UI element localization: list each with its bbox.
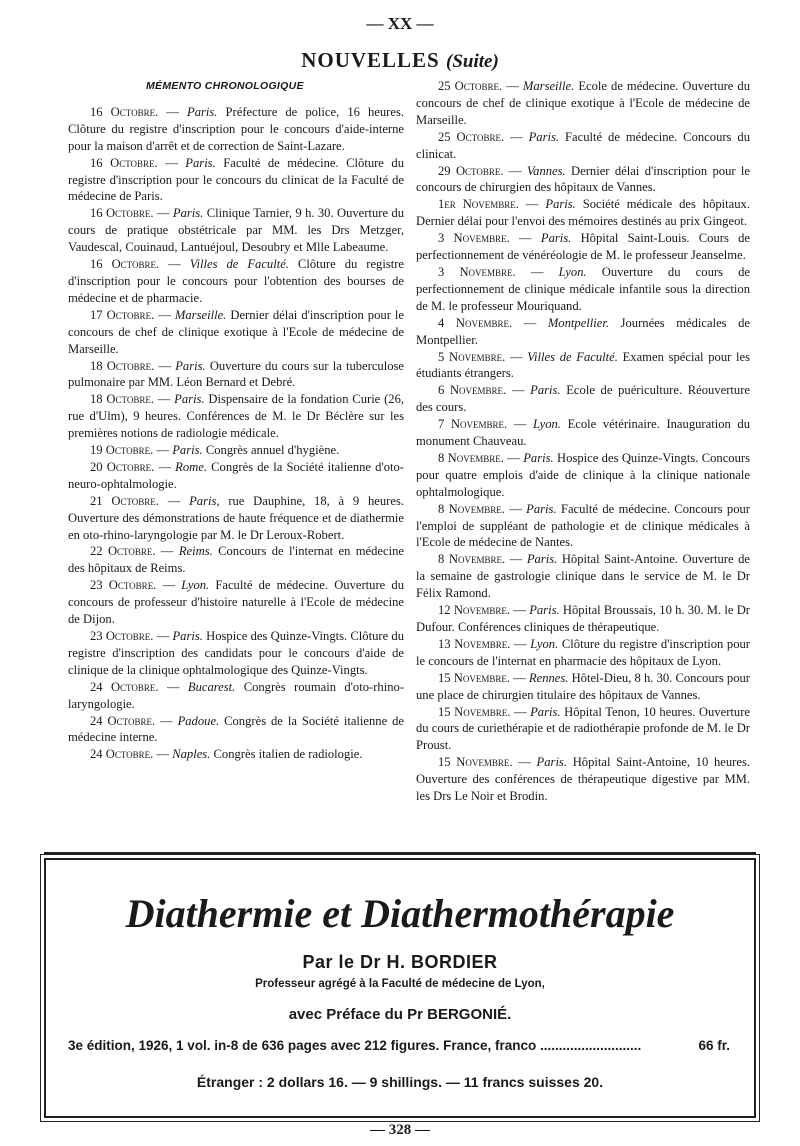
entry-date: 3 Novembre. (438, 231, 510, 246)
entry-separator: — (153, 629, 173, 643)
entry-date: 17 Octobre. (90, 307, 155, 322)
entry-city: Paris. (545, 197, 576, 212)
entry-text: Hôpital Saint-Louis. Cours de perfectionnement de vénéréologie de M. le professeur Jeanselme. (416, 231, 750, 263)
entry-text: rue Dauphine, 18, à 9 heures. Ouverture des démonstrations de haute fréquence et de diathermie en oto-rhino-laryngologie par M. le Dr Leroux-Robert. (68, 493, 405, 542)
memento-entry (68, 543, 404, 577)
entry-date: 12 Novembre. (438, 603, 511, 618)
ad-foreign-price: Étranger : 2 dollars 16. — 9 shillings. — 11 francs suisses 20. (196, 1074, 604, 1090)
entry-text: Congrès de la Société italienne d'oto-neuro-ophtalmologie. (68, 459, 405, 491)
entry-text: Examen spécial pour les étudiants étrangers. (416, 349, 751, 381)
entry-text: Ouverture du cours de perfectionnement de clinique médicale infantile sous la direction de M. le professeur Mouriquand. (416, 264, 750, 313)
entry-city: Paris. (187, 104, 218, 119)
memento-entry (68, 307, 404, 358)
ad-title: Diathermie et Diathermothérapie (125, 891, 675, 936)
entry-city: Marseille. (522, 79, 575, 93)
left-column (68, 78, 404, 763)
entry-text: Congrès de la Société italienne de médecine interne. (68, 713, 405, 745)
memento-entry (416, 230, 750, 264)
page-title (0, 48, 800, 73)
entry-city: Paris, (189, 493, 220, 508)
entry-text: Ecole de puériculture. Réouverture des cours. (416, 383, 750, 415)
memento-entry (416, 196, 750, 230)
memento-entry (416, 382, 750, 416)
entry-separator: — (155, 544, 179, 559)
memento-entry (416, 602, 750, 636)
entry-separator: — (153, 392, 175, 407)
entry-text: Hôtel-Dieu, 8 h. 30. Concours pour une place de chirurgien titulaire des hôpitaux de Vannes. (416, 670, 750, 702)
entry-city: Paris. (523, 450, 554, 465)
entry-separator: — (153, 206, 173, 221)
entry-city: Villes de Faculté. (527, 349, 618, 364)
entry-city: Paris. (528, 129, 560, 144)
entry-separator: — (503, 450, 524, 465)
entry-date: 13 Novembre. (438, 636, 511, 651)
entry-separator: — (154, 307, 175, 322)
entry-date: 16 Octobre. (90, 155, 158, 170)
memento-entry (416, 349, 750, 383)
memento-entry (416, 704, 750, 755)
entry-date: 29 Octobre. (438, 163, 504, 178)
entry-separator: — (158, 493, 190, 508)
entry-date: 8 Novembre. (438, 552, 506, 567)
entry-date: 15 Novembre. (438, 670, 510, 685)
entry-city: Paris. (172, 629, 203, 643)
entry-date: 6 Novembre. (438, 383, 507, 398)
entry-city: Paris. (540, 231, 572, 246)
memento-entry (68, 493, 404, 544)
entry-separator: — (512, 755, 537, 770)
entry-city: Paris. (185, 155, 216, 170)
entry-city: Rome. (175, 459, 207, 474)
page-number-bottom: — 328 — (370, 1122, 430, 1138)
memento-entry (416, 450, 750, 501)
memento-entry (416, 163, 750, 197)
entry-text: Clôture du registre d'inscription pour le concours de l'internat en pharmacie des hôpitaux de Lyon. (416, 636, 750, 668)
entry-separator: — (153, 747, 173, 762)
entry-text: Hospice des Quinze-Vingts. Concours pour quatre emplois d'aide de clinique à la clinique nationale ophtalmologique. (416, 450, 750, 499)
entry-separator: — (503, 163, 527, 178)
entry-date: 21 Octobre. (90, 493, 159, 508)
entry-text: Faculté de médecine. Ouverture du concours de professeur d'histoire naturelle à l'Ecole de médecine de Dijon. (68, 578, 404, 627)
entry-city: Lyon. (532, 417, 561, 432)
entry-city: Reims. (178, 544, 213, 559)
entry-date: 22 Octobre. (90, 544, 156, 559)
entry-date: 24 Octobre. (90, 747, 154, 762)
entry-date: 24 Octobre. (90, 679, 159, 694)
entry-date: 23 Octobre. (90, 578, 157, 593)
entry-separator: — (158, 104, 188, 119)
entry-separator: — (512, 315, 548, 330)
entry-text: Faculté de médecine. Clôture du registre d'inscription pour le concours du clinicat de la Faculté de médecine de Paris. (68, 155, 404, 204)
entry-separator: — (156, 578, 182, 593)
entry-date: 8 Novembre. (438, 501, 505, 516)
entry-city: Paris. (530, 383, 561, 398)
entry-separator: — (504, 129, 529, 144)
title-suffix: (Suite) (446, 51, 499, 72)
entry-date: 18 Octobre. (90, 358, 155, 373)
entry-separator: — (506, 383, 531, 398)
memento-entry (68, 205, 404, 256)
entry-date: 7 Novembre. (438, 417, 508, 432)
entry-text: Congrès annuel d'hygiène. (202, 443, 340, 458)
entry-city: Lyon. (530, 636, 559, 651)
entry-city: Marseille. (174, 307, 227, 322)
entry-date: 25 Octobre. (438, 129, 505, 144)
memento-entry (416, 78, 750, 129)
entry-separator: — (158, 679, 188, 694)
entry-text: Hôpital Saint-Antoine. Ouverture de la semaine de gastrologie clinique dans le service de M. le Dr Félix Ramond. (416, 552, 750, 601)
entry-date: 8 Novembre. (438, 450, 504, 465)
advertisement-box (44, 858, 756, 1118)
entry-text: Dernier délai d'inscription pour le concours de chef de clinique exotique à l'Ecole de médecine de Marseille. (68, 307, 405, 356)
ad-author: Par le Dr H. BORDIER (302, 952, 498, 972)
entry-city: Paris. (172, 443, 203, 458)
entry-city: Villes de Faculté. (189, 257, 289, 272)
ad-affiliation: Professeur agrégé à la Faculté de médecine de Lyon, (255, 978, 545, 990)
memento-entry (68, 713, 404, 747)
memento-entry (68, 104, 404, 155)
entry-text: Clôture du registre d'inscription pour le concours pour l'obtention des bourses de médecine et de pharmacie. (68, 257, 405, 305)
ad-preface: avec Préface du Pr BERGONIÉ. (288, 1006, 512, 1023)
entry-city: Padoue. (177, 713, 220, 728)
entry-separator: — (505, 552, 527, 567)
entry-date: 18 Octobre. (90, 392, 154, 407)
entry-text: Journées médicales de Montpellier. (416, 315, 750, 347)
entry-separator: — (510, 636, 531, 651)
entry-separator: — (507, 417, 533, 432)
memento-entry (416, 501, 750, 552)
entry-separator: — (154, 358, 176, 373)
memento-entry (68, 679, 404, 713)
memento-entry (416, 416, 750, 450)
memento-entry (68, 155, 404, 206)
memento-entry (68, 746, 404, 763)
entry-city: Paris. (175, 358, 206, 373)
entry-separator: — (155, 713, 178, 728)
entry-text: Faculté de médecine. Concours pour l'emploi de suppléant de pathologie et de clinique médicales à l'Ecole de médecine de Nantes. (416, 501, 750, 550)
memento-entry (416, 264, 750, 315)
entry-date: 19 Octobre. (90, 443, 154, 458)
entry-text: Hospice des Quinze-Vingts. Clôture du registre d'inscription des candidats pour le concours d'aide de clinique de la clinique ophtalmologique des Quinze-Vingts. (68, 629, 404, 677)
memento-entry (68, 577, 404, 628)
entry-text: Faculté de médecine. Concours du clinicat. (416, 129, 750, 161)
memento-entry (416, 670, 750, 704)
entry-separator: — (509, 231, 541, 246)
memento-entry (68, 358, 404, 392)
entry-text: Congrès roumain d'oto-rhino-laryngologie. (68, 679, 404, 711)
memento-entry (68, 442, 404, 459)
entry-separator: — (510, 603, 530, 618)
entry-text: Congrès italien de radiologie. (210, 747, 363, 762)
entry-city: Bucarest. (187, 679, 236, 694)
entry-text: Hôpital Tenon, 10 heures. Ouverture du cours de curiethérapie et de radiothérapie profonde de M. le Dr Proust. (416, 704, 750, 753)
page-number-top: — XX — (366, 14, 434, 33)
entry-text: Dispensaire de la fondation Curie (26, rue d'Ulm), 9 heures. Conférences de M. le Dr Béclère sur les premières notions de radiologie médicale. (68, 392, 405, 441)
memento-entry (416, 315, 750, 349)
entry-separator: — (157, 155, 186, 170)
entry-text: Concours de l'internat en médecine des hôpitaux de Reims. (68, 544, 404, 576)
ad-price: 66 fr. (698, 1038, 730, 1053)
entry-city: Paris. (536, 755, 567, 770)
entry-date: 15 Novembre. (438, 704, 511, 719)
entry-date: 24 Octobre. (90, 713, 156, 728)
entry-city: Naples. (172, 747, 211, 762)
title-main: NOUVELLES (301, 48, 440, 72)
right-column (416, 78, 750, 805)
entry-date: 16 Octobre. (90, 206, 154, 221)
entry-separator: — (502, 79, 523, 93)
entry-date: 25 Octobre. (438, 79, 503, 93)
entry-separator: — (510, 670, 529, 685)
entry-date: 16 Octobre. (90, 257, 160, 272)
entry-city: Paris. (526, 552, 558, 567)
entry-text: Ecole de médecine. Ouverture du concours de chef de clinique exotique à l'Ecole de médecine de Marseille. (416, 79, 751, 127)
memento-entry (416, 754, 750, 805)
entry-city: Lyon. (181, 578, 210, 593)
entry-city: Paris. (174, 392, 205, 407)
entry-text: Société médicale des hôpitaux. Dernier délai pour l'envoi des mémoires destinés au prix Gingeot. (416, 197, 750, 229)
entry-text: Hôpital Saint-Antoine, 10 heures. Ouverture des conférences de thérapeutique digestive par MM. les Drs Le Noir et Brodin. (416, 755, 750, 804)
entry-city: Paris. (526, 501, 557, 516)
entry-date: 20 Octobre. (90, 459, 155, 474)
memento-entry (416, 129, 750, 163)
entry-text: Clinique Tarnier, 9 h. 30. Ouverture du cours de pratique obstétricale par MM. les Drs Metzger, Vaudescal, Couinaud, Lantuéjoul, Desoubry et Mlle Labeaume. (68, 206, 404, 255)
entry-city: Montpellier. (547, 315, 610, 330)
entry-city: Vannes. (526, 163, 566, 178)
memento-entry (416, 636, 750, 670)
ad-edition (68, 1038, 730, 1053)
entry-text: Dernier délai d'inscription pour le concours de chirurgien des hôpitaux de Vannes. (416, 163, 751, 195)
entry-separator: — (505, 349, 528, 364)
entry-separator: — (159, 257, 190, 272)
memento-entry (68, 391, 404, 442)
memento-entry (68, 459, 404, 493)
entry-separator: — (518, 197, 546, 212)
entry-separator: — (510, 704, 531, 719)
entry-text: Hôpital Broussais, 10 h. 30. M. le Dr Dufour. Conférences cliniques de thérapeutique. (416, 603, 750, 634)
entry-date: 15 Novembre. (438, 755, 513, 770)
entry-city: Paris. (529, 603, 560, 618)
entry-date: 16 Octobre. (90, 104, 159, 119)
memento-entry (68, 628, 404, 679)
ad-edition-dots: ........................... (536, 1038, 642, 1053)
memento-entry (68, 256, 404, 307)
entry-text: Ecole vétérinaire. Inauguration du monument Chauveau. (416, 417, 750, 449)
entry-city: Paris. (172, 206, 204, 221)
entry-separator: — (153, 443, 173, 458)
entry-date: 1er Novembre. (438, 197, 519, 212)
entry-separator: — (154, 459, 176, 474)
entry-date: 23 Octobre. (90, 629, 154, 643)
entry-city: Lyon. (558, 264, 587, 279)
entry-separator: — (515, 264, 559, 279)
memento-entry (416, 551, 750, 602)
entry-city: Rennes. (528, 670, 569, 685)
entry-separator: — (504, 501, 527, 516)
entry-text: Ouverture du cours sur la tuberculose pulmonaire par MM. Léon Bernard et Debré. (68, 358, 405, 390)
entry-date: 5 Novembre. (438, 349, 506, 364)
section-divider (44, 852, 756, 854)
entry-date: 3 Novembre. (438, 264, 516, 279)
entry-city: Paris. (530, 704, 561, 719)
entry-date: 4 Novembre. (438, 315, 513, 330)
ad-edition-text: 3e édition, 1926, 1 vol. in-8 de 636 pages avec 212 figures. France, franco (68, 1038, 537, 1053)
memento-heading: MÉMENTO CHRONOLOGIQUE (146, 80, 304, 92)
entry-text: Préfecture de police, 16 heures. Clôture du registre d'inscription pour le concours d'aide-interne pour la maison d'arrêt et de correction de Saint-Lazare. (68, 104, 405, 153)
